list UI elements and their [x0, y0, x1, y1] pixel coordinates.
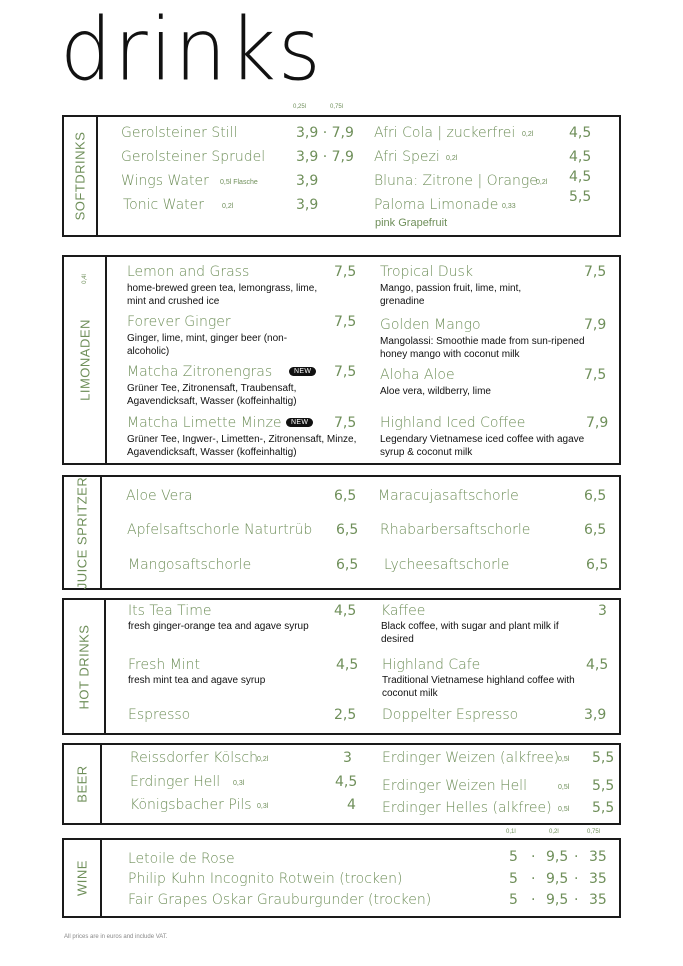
menu-item-size: 0,5l [558, 806, 570, 813]
menu-item-description: Legendary Vietnamese iced coffee with agave syrup & coconut milk [380, 434, 585, 458]
menu-item-name: Paloma Limonade [374, 197, 499, 213]
size-header: 0,75l [587, 829, 601, 835]
menu-item-price: 4,5 [569, 169, 592, 185]
menu-item-price: 7,9 [584, 317, 607, 333]
price-separator: · [531, 871, 536, 887]
menu-item-price: 5,5 [592, 750, 615, 766]
menu-item-price: 6,5 [584, 522, 607, 538]
menu-item-name: Erdinger Hell [130, 774, 221, 790]
price-separator: · [574, 871, 579, 887]
new-badge: NEW [286, 418, 313, 427]
menu-item-name: Bluna: Zitrone | Orange [374, 173, 538, 189]
section-label-box [64, 477, 102, 588]
menu-item-name: Rhabarbersaftschorle [380, 522, 531, 538]
beer-section [62, 743, 621, 825]
menu-item-price: 6,5 [336, 557, 359, 573]
menu-item-name: Wings Water [121, 173, 209, 189]
menu-item-price: 7,5 [334, 264, 357, 280]
menu-item-price: 3,9 [584, 707, 607, 723]
menu-item-name: Highland Iced Coffee [380, 415, 526, 431]
menu-item-description: home-brewed green tea, lemongrass, lime, mint and crushed ice [127, 283, 318, 307]
softdrinks-section [62, 115, 621, 237]
juice-spritzer-section [62, 475, 621, 590]
price-separator: · [574, 849, 579, 865]
section-size: 0,4l [82, 274, 88, 284]
menu-item-price: 4,5 [569, 149, 592, 165]
wine-price-glass: 5 [509, 871, 518, 887]
wine-price-quarter: 9,5 [546, 892, 569, 908]
menu-item-name: Erdinger Helles (alkfree) [382, 800, 552, 816]
menu-item-price: 7,9 [586, 415, 609, 431]
menu-item-price: 7,5 [584, 367, 607, 383]
menu-item-name: Aloha Aloe [380, 367, 455, 383]
menu-item-price: 3,9 [296, 173, 319, 189]
size-header: 0,25l [293, 104, 307, 110]
menu-item-price: 4,5 [586, 657, 609, 673]
wine-price-bottle: 35 [589, 871, 607, 887]
section-label: JUICE SPRITZER [74, 476, 90, 589]
menu-item-price: 6,5 [586, 557, 609, 573]
menu-item-price: 6,5 [334, 488, 357, 504]
menu-item-size: 0,5l [558, 756, 570, 763]
menu-item-name: Königsbacher Pils [130, 797, 252, 813]
menu-item-price: 6,5 [336, 522, 359, 538]
menu-item-price: 3,9 · 7,9 [296, 149, 354, 165]
menu-item-price: 4 [347, 797, 356, 813]
menu-item-description: Aloe vera, wildberry, lime [380, 386, 491, 397]
section-label-box [64, 600, 106, 733]
section-label-box [64, 840, 102, 916]
wine-price-bottle: 35 [589, 892, 607, 908]
menu-item-description: Grüner Tee, Zitronensaft, Traubensaft, Agavendicksaft, Wasser (koffeinhaltig) [127, 383, 297, 407]
menu-item-name: Matcha Limette Minze [127, 415, 282, 431]
menu-item-name: Letoile de Rose [128, 851, 235, 867]
section-label: BEER [74, 765, 90, 803]
wine-price-quarter: 9,5 [546, 849, 569, 865]
menu-item-name: Gerolsteiner Still [121, 125, 238, 141]
wine-price-quarter: 9,5 [546, 871, 569, 887]
menu-item-name: Its Tea Time [128, 603, 212, 619]
menu-item-description: Mangolassi: Smoothie made from sun-ripened honey mango with coconut milk [380, 336, 585, 360]
price-separator: · [574, 892, 579, 908]
menu-item-price: 7,5 [334, 415, 357, 431]
size-header: 0,75l [330, 104, 344, 110]
menu-item-price: 4,5 [334, 603, 357, 619]
size-header: 0,1l [506, 829, 516, 835]
menu-item-name: Gerolsteiner Sprudel [121, 149, 266, 165]
menu-item-name: Mangosaftschorle [128, 557, 252, 573]
menu-item-size: 0,2l [536, 179, 548, 186]
menu-item-price: 7,5 [334, 314, 357, 330]
section-label-box [64, 257, 107, 463]
menu-item-subtitle: pink Grapefruit [375, 217, 448, 229]
section-label-box [64, 745, 102, 823]
menu-item-description: Ginger, lime, mint, ginger beer (non-alcoholic) [127, 333, 288, 357]
menu-item-name: Lemon and Grass [127, 264, 250, 280]
menu-item-size: 0,5l [558, 784, 570, 791]
price-separator: · [531, 892, 536, 908]
menu-item-price: 5,5 [569, 189, 592, 205]
page-title: drinks [60, 0, 323, 101]
menu-item-description: Black coffee, with sugar and plant milk if desired [381, 621, 559, 645]
menu-item-name: Fair Grapes Oskar Grauburgunder (trocken) [128, 892, 432, 908]
menu-item-description: Mango, passion fruit, lime, mint, grenadine [380, 283, 522, 307]
menu-item-description: fresh ginger-orange tea and agave syrup [128, 621, 309, 632]
section-label: WINE [74, 860, 90, 896]
menu-item-name: Highland Cafe [382, 657, 481, 673]
section-label: HOT DRINKS [76, 624, 92, 709]
menu-item-description: Grüner Tee, Ingwer-, Limetten-, Zitronensaft, Minze, Agavendicksaft, Wasser (koffeinhaltig) [127, 434, 357, 458]
menu-item-name: Kaffee [381, 603, 426, 619]
menu-item-price: 5,5 [592, 800, 615, 816]
menu-item-name: Matcha Zitronengras [127, 364, 273, 380]
menu-item-name: Aloe Vera [126, 488, 193, 504]
menu-item-price: 5,5 [592, 778, 615, 794]
menu-item-name: Espresso [128, 707, 191, 723]
menu-item-name: Tonic Water [123, 197, 205, 213]
menu-item-price: 3,9 · 7,9 [296, 125, 354, 141]
menu-item-size: 0,2l [257, 756, 269, 763]
menu-item-size: 0,2l [446, 155, 458, 162]
section-label-box [64, 117, 98, 235]
menu-item-name: Erdinger Weizen (alkfree) [382, 750, 560, 766]
menu-item-price: 4,5 [335, 774, 358, 790]
menu-item-size: 0,2l [222, 203, 234, 210]
menu-item-name: Erdinger Weizen Hell [382, 778, 527, 794]
menu-item-name: Reissdorfer Kölsch [130, 750, 258, 766]
hot-drinks-section [62, 598, 621, 735]
menu-item-price: 7,5 [334, 364, 357, 380]
menu-item-price: 3 [598, 603, 607, 619]
limonaden-section [62, 255, 621, 465]
wine-section [62, 838, 621, 918]
menu-item-name: Philip Kuhn Incognito Rotwein (trocken) [128, 871, 403, 887]
menu-item-price: 2,5 [334, 707, 357, 723]
wine-price-bottle: 35 [589, 849, 607, 865]
menu-item-price: 4,5 [336, 657, 359, 673]
menu-item-name: Tropical Dusk [380, 264, 473, 280]
menu-item-name: Apfelsaftschorle Naturtrüb [127, 522, 313, 538]
menu-item-name: Afri Spezi [374, 149, 440, 165]
menu-item-name: Doppelter Espresso [382, 707, 519, 723]
menu-item-name: Lycheesaftschorle [384, 557, 510, 573]
menu-item-size: 0,5l Flasche [220, 179, 258, 186]
menu-item-price: 3 [343, 750, 352, 766]
menu-item-size: 0,3l [233, 780, 245, 787]
wine-price-glass: 5 [509, 892, 518, 908]
menu-item-size: 0,33 [502, 203, 516, 210]
menu-item-price: 4,5 [569, 125, 592, 141]
menu-item-price: 6,5 [584, 488, 607, 504]
size-header: 0,2l [549, 829, 559, 835]
menu-item-name: Afri Cola | zuckerfrei [374, 125, 516, 141]
section-label: SOFTDRINKS [72, 131, 88, 221]
section-label: LIMONADEN [77, 319, 92, 401]
menu-item-description: Traditional Vietnamese highland coffee with coconut milk [382, 675, 575, 699]
menu-item-name: Fresh Mint [128, 657, 201, 673]
menu-item-price: 7,5 [584, 264, 607, 280]
menu-item-price: 3,9 [296, 197, 319, 213]
menu-item-name: Forever Ginger [127, 314, 231, 330]
menu-item-name: Maracujasaftschorle [378, 488, 519, 504]
menu-item-name: Golden Mango [380, 317, 481, 333]
new-badge: NEW [289, 367, 316, 376]
menu-item-description: fresh mint tea and agave syrup [128, 675, 266, 686]
price-separator: · [531, 849, 536, 865]
menu-item-size: 0,2l [522, 131, 534, 138]
price-footnote: All prices are in euros and include VAT. [64, 934, 168, 940]
menu-item-size: 0,3l [257, 803, 269, 810]
wine-price-glass: 5 [509, 849, 518, 865]
